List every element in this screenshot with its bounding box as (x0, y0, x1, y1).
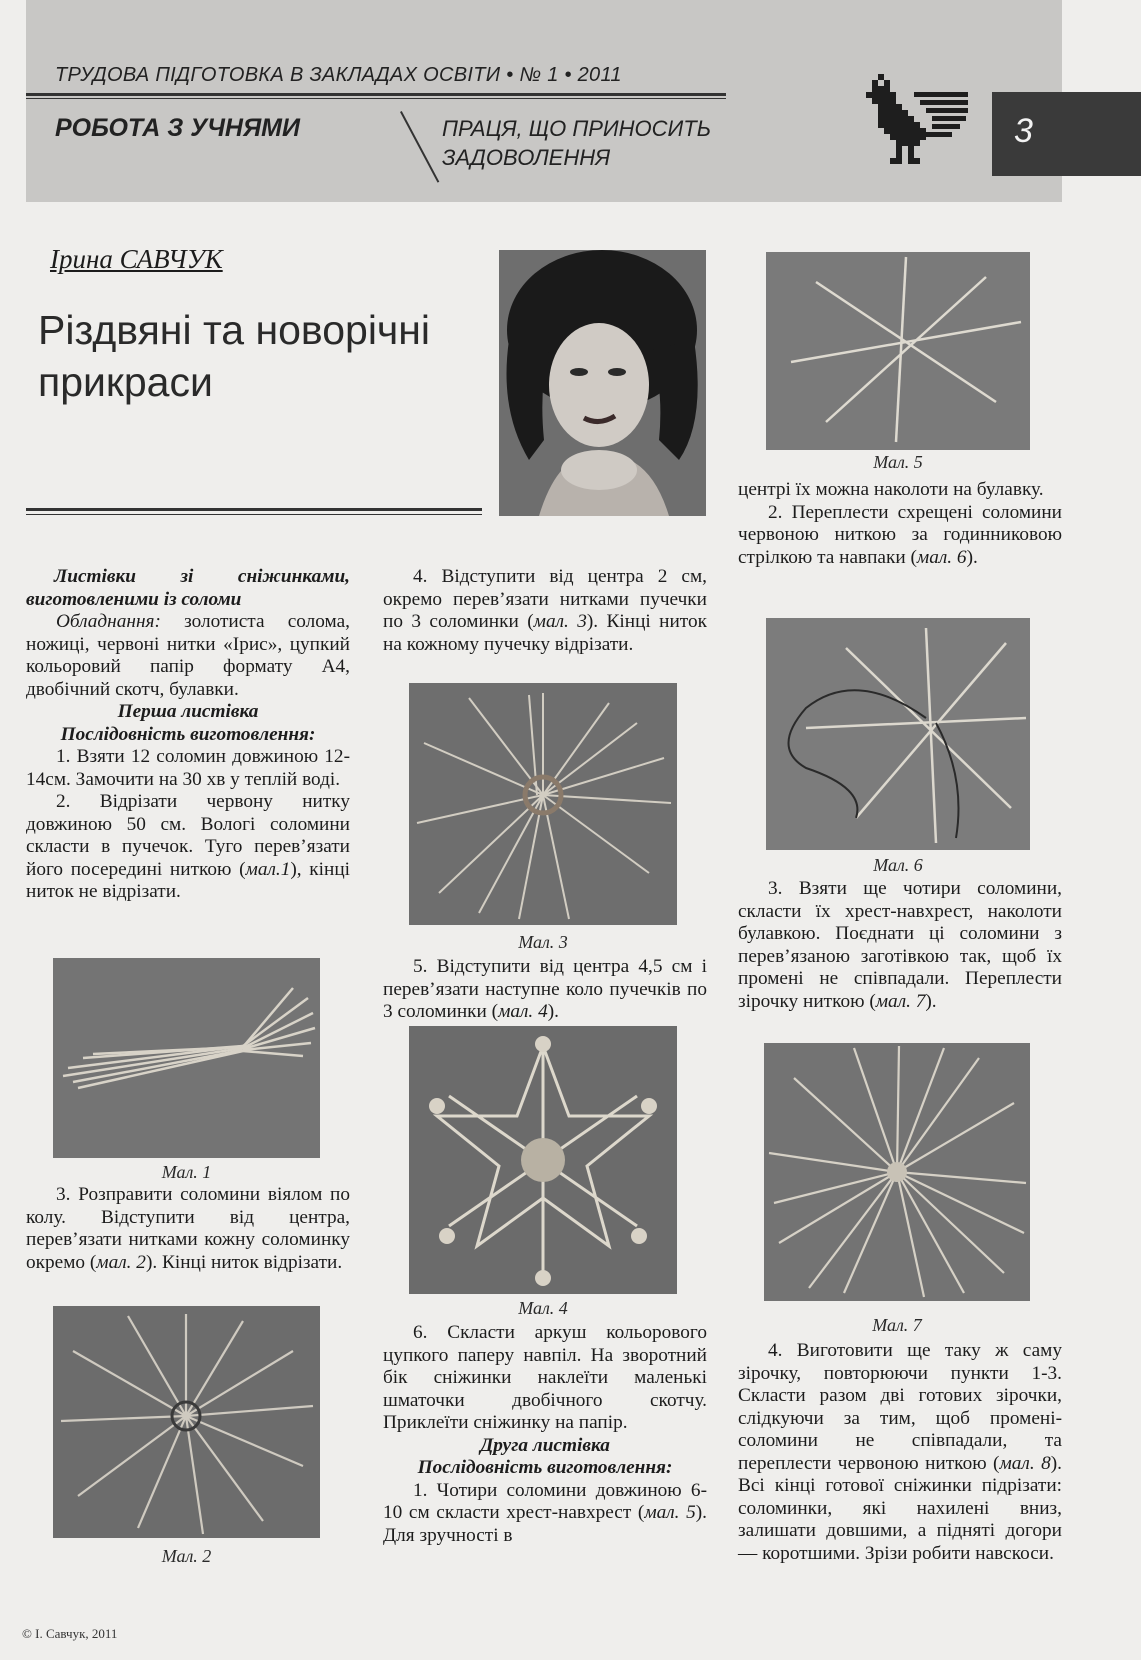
caption-mal-6: Мал. 6 (873, 855, 923, 875)
copyright: © І. Савчук, 2011 (22, 1626, 118, 1641)
photo-mal-1 (53, 958, 320, 1158)
photo-mal-3 (409, 683, 677, 925)
photo-mal-2 (53, 1306, 320, 1538)
photo-mal-7 (764, 1043, 1030, 1301)
b-step-1: 1. Чотири соломини довжиною 6-10 см скласти хрест-навхрест (мал. 5). Для зручності в (383, 1479, 707, 1546)
title-rule (26, 508, 482, 511)
column-2-bottom (383, 1322, 707, 1547)
caption-mal-3: Мал. 3 (518, 932, 568, 952)
photo-mal-5 (766, 252, 1030, 450)
b-step-3: 3. Взяти ще чотири соломини, скласти їх хрест-навхрест, наколоти булавкою. Поєднати ці соломини з перев’язаною заготівкою так, щоб їх промені не співпадали. Переплести зірочку ниткою (мал. 7). (738, 878, 1062, 1012)
column-1-bottom (26, 1184, 350, 1274)
header-rule (26, 93, 726, 96)
article-title: Різдвяні та новорічні прикраси (38, 307, 431, 405)
column-3-top (738, 479, 1062, 569)
column-3-bottom (738, 1340, 1062, 1565)
column-heading: Листівки зі сніжинками, виготовленими із соломи (26, 566, 350, 610)
b-step-1-cont: центрі їх можна наколоти на булавку. (738, 479, 1044, 500)
step-2: 2. Відрізати червону нитку довжиною 50 см. Вологі соломини скласти в пучечок. Туго перев’язати його посередині ниткою (мал.1), кінці ниток не відрізати. (26, 791, 350, 902)
column-2-mid (383, 956, 707, 1024)
rooster-icon (866, 70, 976, 180)
b-step-4: 4. Виготовити ще таку ж саму зірочку, повторюючи пункти 1-3. Скласти разом дві готових зірочки, слідкуючи за тим, щоб промені-соломини не співпадали, та переплести червоною ниткою (мал. 8). Всі кінці готової сніжинки підрізати: соломинки, які нахилені вниз, залишати довшими, а підняті догори — коротшими. Зрізи робити навскоси. (738, 1340, 1062, 1564)
caption-mal-5: Мал. 5 (873, 452, 923, 472)
title-rule-thin (26, 514, 482, 515)
equipment-paragraph (26, 611, 350, 701)
journal-line: ТРУДОВА ПІДГОТОВКА В ЗАКЛАДАХ ОСВІТИ • № 1 • 2011 (55, 64, 622, 86)
section-title: РОБОТА З УЧНЯМИ (55, 114, 300, 142)
equipment-text: золотиста солома, ножиці, червоні нитки «Ірис», цупкий кольоровий папір формату А4, двобічний скотч, булавки. (26, 611, 350, 700)
subsection-line-1: ПРАЦЯ, ЩО ПРИНОСИТЬ (442, 116, 712, 141)
column-1-top (26, 566, 350, 904)
caption-mal-7: Мал. 7 (872, 1315, 922, 1335)
caption-mal-1: Мал. 1 (161, 1162, 212, 1182)
column-3-mid (738, 878, 1062, 1013)
author-name: Ірина САВЧУК (50, 244, 223, 274)
header-rule-thin (26, 98, 726, 99)
step-3: 3. Розправити соломини віялом по колу. Відступити від центра, перев’язати нитками кожну соломинку окремо (мал. 2). Кінці ниток відрізати. (26, 1184, 350, 1273)
b-step-2: 2. Переплести схрещені соломини червоною ниткою за годинниковою стрілкою та навпаки (мал. 6). (738, 501, 1062, 568)
sequence-heading-2: Послідовність виготовлення: (417, 1457, 673, 1478)
subsection-title (442, 114, 711, 172)
sequence-heading-1: Послідовність виготовлення: (60, 723, 316, 745)
subsection-line-2: ЗАДОВОЛЕННЯ (442, 145, 611, 170)
caption-mal-2: Мал. 2 (161, 1546, 212, 1566)
step-1: 1. Взяти 12 соломин довжиною 12-14см. Замочити на 30 хв у теплій воді. (26, 746, 350, 790)
first-card-heading: Перша листівка (117, 701, 259, 722)
equipment-label: Обладнання: (56, 611, 161, 632)
step-5: 5. Відступити від центра 4,5 см і перев’язати наступне коло пучечків по 3 соломинки (мал. 4). (383, 956, 707, 1022)
photo-mal-4 (409, 1026, 677, 1294)
caption-mal-4: Мал. 4 (518, 1298, 568, 1318)
step-4: 4. Відступити від центра 2 см, окремо перев’язати нитками пучечки по 3 соломинки (мал. 3). Кінці ниток на кожному пучечку відрізати. (383, 566, 707, 655)
column-2-top (383, 566, 707, 656)
author-portrait (499, 250, 706, 516)
photo-mal-6 (766, 618, 1030, 850)
step-6: 6. Скласти аркуш кольорового цупкого паперу навпіл. На зворотний бік сніжинки наклеїти маленькі шматочки двобічного скотчу. Приклеїти сніжинку на папір. (383, 1322, 707, 1433)
page-number: 3 (1014, 112, 1033, 150)
second-card-heading: Друга листівка (480, 1434, 610, 1456)
